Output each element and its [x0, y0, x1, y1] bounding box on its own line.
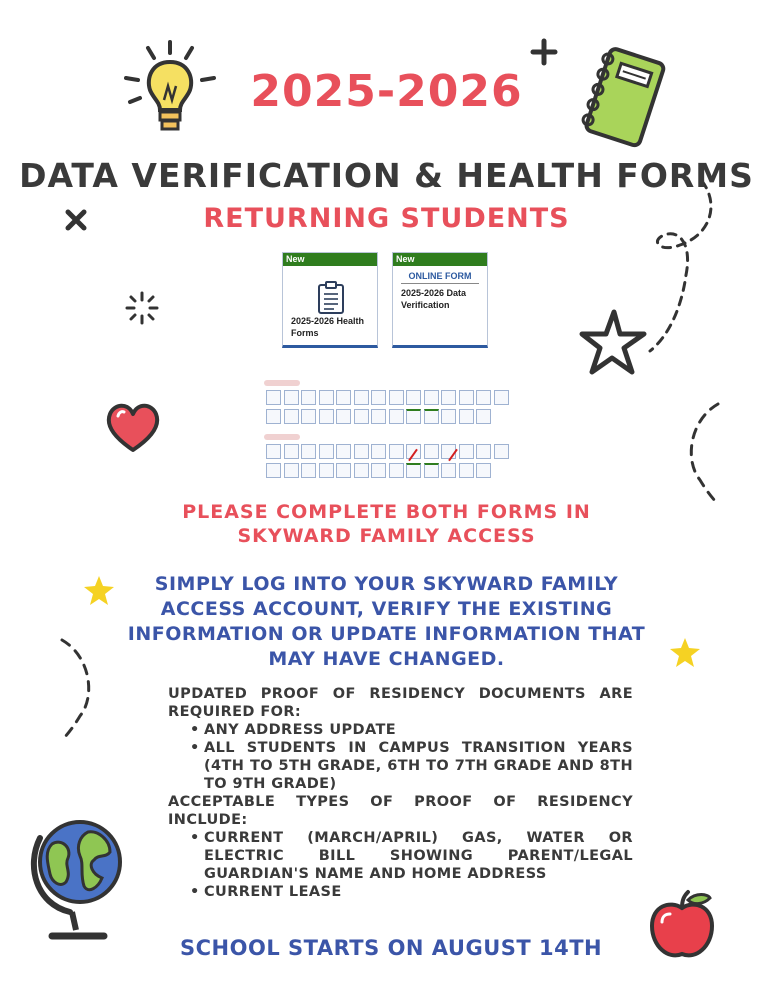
- data-verification-label: 2025-2026 Data Verification: [401, 288, 467, 310]
- clipboard-icon: [316, 281, 346, 315]
- star-yellow-left-icon: [82, 574, 116, 608]
- menu-tile-icon: [319, 409, 334, 424]
- blurred-student-name: [264, 380, 300, 386]
- star-yellow-right-icon: [668, 636, 702, 670]
- menu-tile-icon: [301, 463, 316, 478]
- school-start-date: SCHOOL STARTS ON AUGUST 14TH: [180, 936, 603, 960]
- login-instructions: SIMPLY LOG INTO YOUR SKYWARD FAMILY ACCESS ACCOUNT, VERIFY THE EXISTING INFORMATION OR UPDATE INFORMATION THAT MAY HAVE CHANGED.: [127, 573, 646, 670]
- menu-tile-icon: [336, 463, 351, 478]
- health-forms-tile: [282, 252, 378, 348]
- menu-tile-icon: [371, 444, 386, 459]
- online-form-label: ONLINE FORM: [408, 271, 472, 281]
- menu-tile-icon: [266, 409, 281, 424]
- menu-tile-icon: [494, 444, 509, 459]
- complete-forms-text: PLEASE COMPLETE BOTH FORMS IN SKYWARD FAMILY ACCESS: [182, 501, 591, 547]
- health-forms-label: 2025-2026 Health Forms: [291, 316, 365, 338]
- menu-tile-icon: [371, 463, 386, 478]
- new-badge: New: [283, 253, 377, 266]
- menu-tile-icon: [354, 444, 369, 459]
- complete-forms-notice: [0, 500, 773, 548]
- menu-tile-icon: [459, 444, 474, 459]
- dashed-arc-left-icon: [56, 636, 96, 746]
- year-heading: 2025-2026: [250, 66, 523, 117]
- apple-icon: [644, 888, 720, 964]
- menu-tile-icon: [476, 390, 491, 405]
- menu-tile-icon: [441, 409, 456, 424]
- menu-tile-icon: [494, 390, 509, 405]
- list-item: • ANY ADDRESS UPDATE: [190, 721, 633, 739]
- skyward-tiles-screenshot: [278, 244, 514, 352]
- menu-tile-icon: [354, 409, 369, 424]
- menu-tile-icon: [424, 463, 439, 478]
- menu-tile-icon: [354, 463, 369, 478]
- data-verification-tile: [392, 252, 488, 348]
- required-list: [190, 721, 633, 793]
- menu-tile-icon: [336, 444, 351, 459]
- menu-tile-icon: [319, 444, 334, 459]
- menu-tile-icon: [284, 444, 299, 459]
- menu-tile-icon: [319, 390, 334, 405]
- list-item: • ALL STUDENTS IN CAMPUS TRANSITION YEARS (4TH TO 5TH GRADE, 6TH TO 7TH GRADE AND 8TH TO 9TH GRADE): [190, 739, 633, 793]
- menu-tile-icon: [389, 390, 404, 405]
- menu-tile-icon: [406, 409, 421, 424]
- menu-tile-icon: [424, 444, 439, 459]
- new-badge: New: [393, 253, 487, 266]
- menu-tile-icon: [424, 390, 439, 405]
- menu-tile-icon: [459, 463, 474, 478]
- page-subtitle: RETURNING STUDENTS: [203, 203, 570, 234]
- required-intro: UPDATED PROOF OF RESIDENCY DOCUMENTS ARE REQUIRED FOR:: [168, 686, 633, 720]
- menu-tile-icon: [266, 444, 281, 459]
- menu-tile-icon: [266, 463, 281, 478]
- skyward-menu-screenshot: [262, 380, 516, 484]
- divider: [401, 283, 479, 284]
- menu-tile-icon: [389, 463, 404, 478]
- menu-tile-icon: [406, 463, 421, 478]
- menu-tile-icon: [441, 463, 456, 478]
- list-item: • CURRENT LEASE: [190, 883, 633, 901]
- blurred-student-name: [264, 434, 300, 440]
- list-item: • CURRENT (MARCH/APRIL) GAS, WATER OR ELECTRIC BILL SHOWING PARENT/LEGAL GUARDIAN'S NAME AND HOME ADDRESS: [190, 829, 633, 883]
- menu-tile-icon: [354, 390, 369, 405]
- menu-tile-icon: [301, 390, 316, 405]
- menu-tile-icon: [301, 444, 316, 459]
- menu-tile-icon: [284, 409, 299, 424]
- skyward-menu-block: [262, 434, 516, 484]
- menu-tile-icon: [459, 409, 474, 424]
- menu-tile-icon: [336, 390, 351, 405]
- dashed-swirl-icon: [640, 175, 730, 355]
- menu-tile-icon: [266, 390, 281, 405]
- dashed-arc-right-icon: [684, 400, 724, 510]
- plus-icon: [530, 38, 558, 66]
- menu-tile-icon: [424, 409, 439, 424]
- heart-icon: [104, 400, 162, 454]
- menu-tile-icon: [371, 390, 386, 405]
- menu-tile-icon: [476, 444, 491, 459]
- star-outline-icon: [578, 308, 648, 378]
- menu-tile-icon: [336, 409, 351, 424]
- menu-tile-icon: [301, 409, 316, 424]
- menu-tile-icon: [319, 463, 334, 478]
- menu-tile-icon: [406, 390, 421, 405]
- menu-tile-icon: [389, 444, 404, 459]
- menu-tile-icon: [284, 463, 299, 478]
- acceptable-list: [190, 829, 633, 901]
- sparkle-icon: [124, 290, 160, 326]
- globe-icon: [22, 808, 132, 944]
- menu-tile-icon: [476, 463, 491, 478]
- menu-tile-icon: [284, 390, 299, 405]
- page-title: DATA VERIFICATION & HEALTH FORMS: [19, 156, 754, 195]
- menu-tile-icon: [441, 390, 456, 405]
- skyward-menu-block: [262, 380, 516, 430]
- acceptable-intro: ACCEPTABLE TYPES OF PROOF OF RESIDENCY INCLUDE:: [168, 794, 633, 828]
- residency-requirements: [168, 685, 633, 901]
- menu-tile-icon: [476, 409, 491, 424]
- menu-tile-icon: [459, 390, 474, 405]
- menu-tile-icon: [389, 409, 404, 424]
- menu-tile-icon: [371, 409, 386, 424]
